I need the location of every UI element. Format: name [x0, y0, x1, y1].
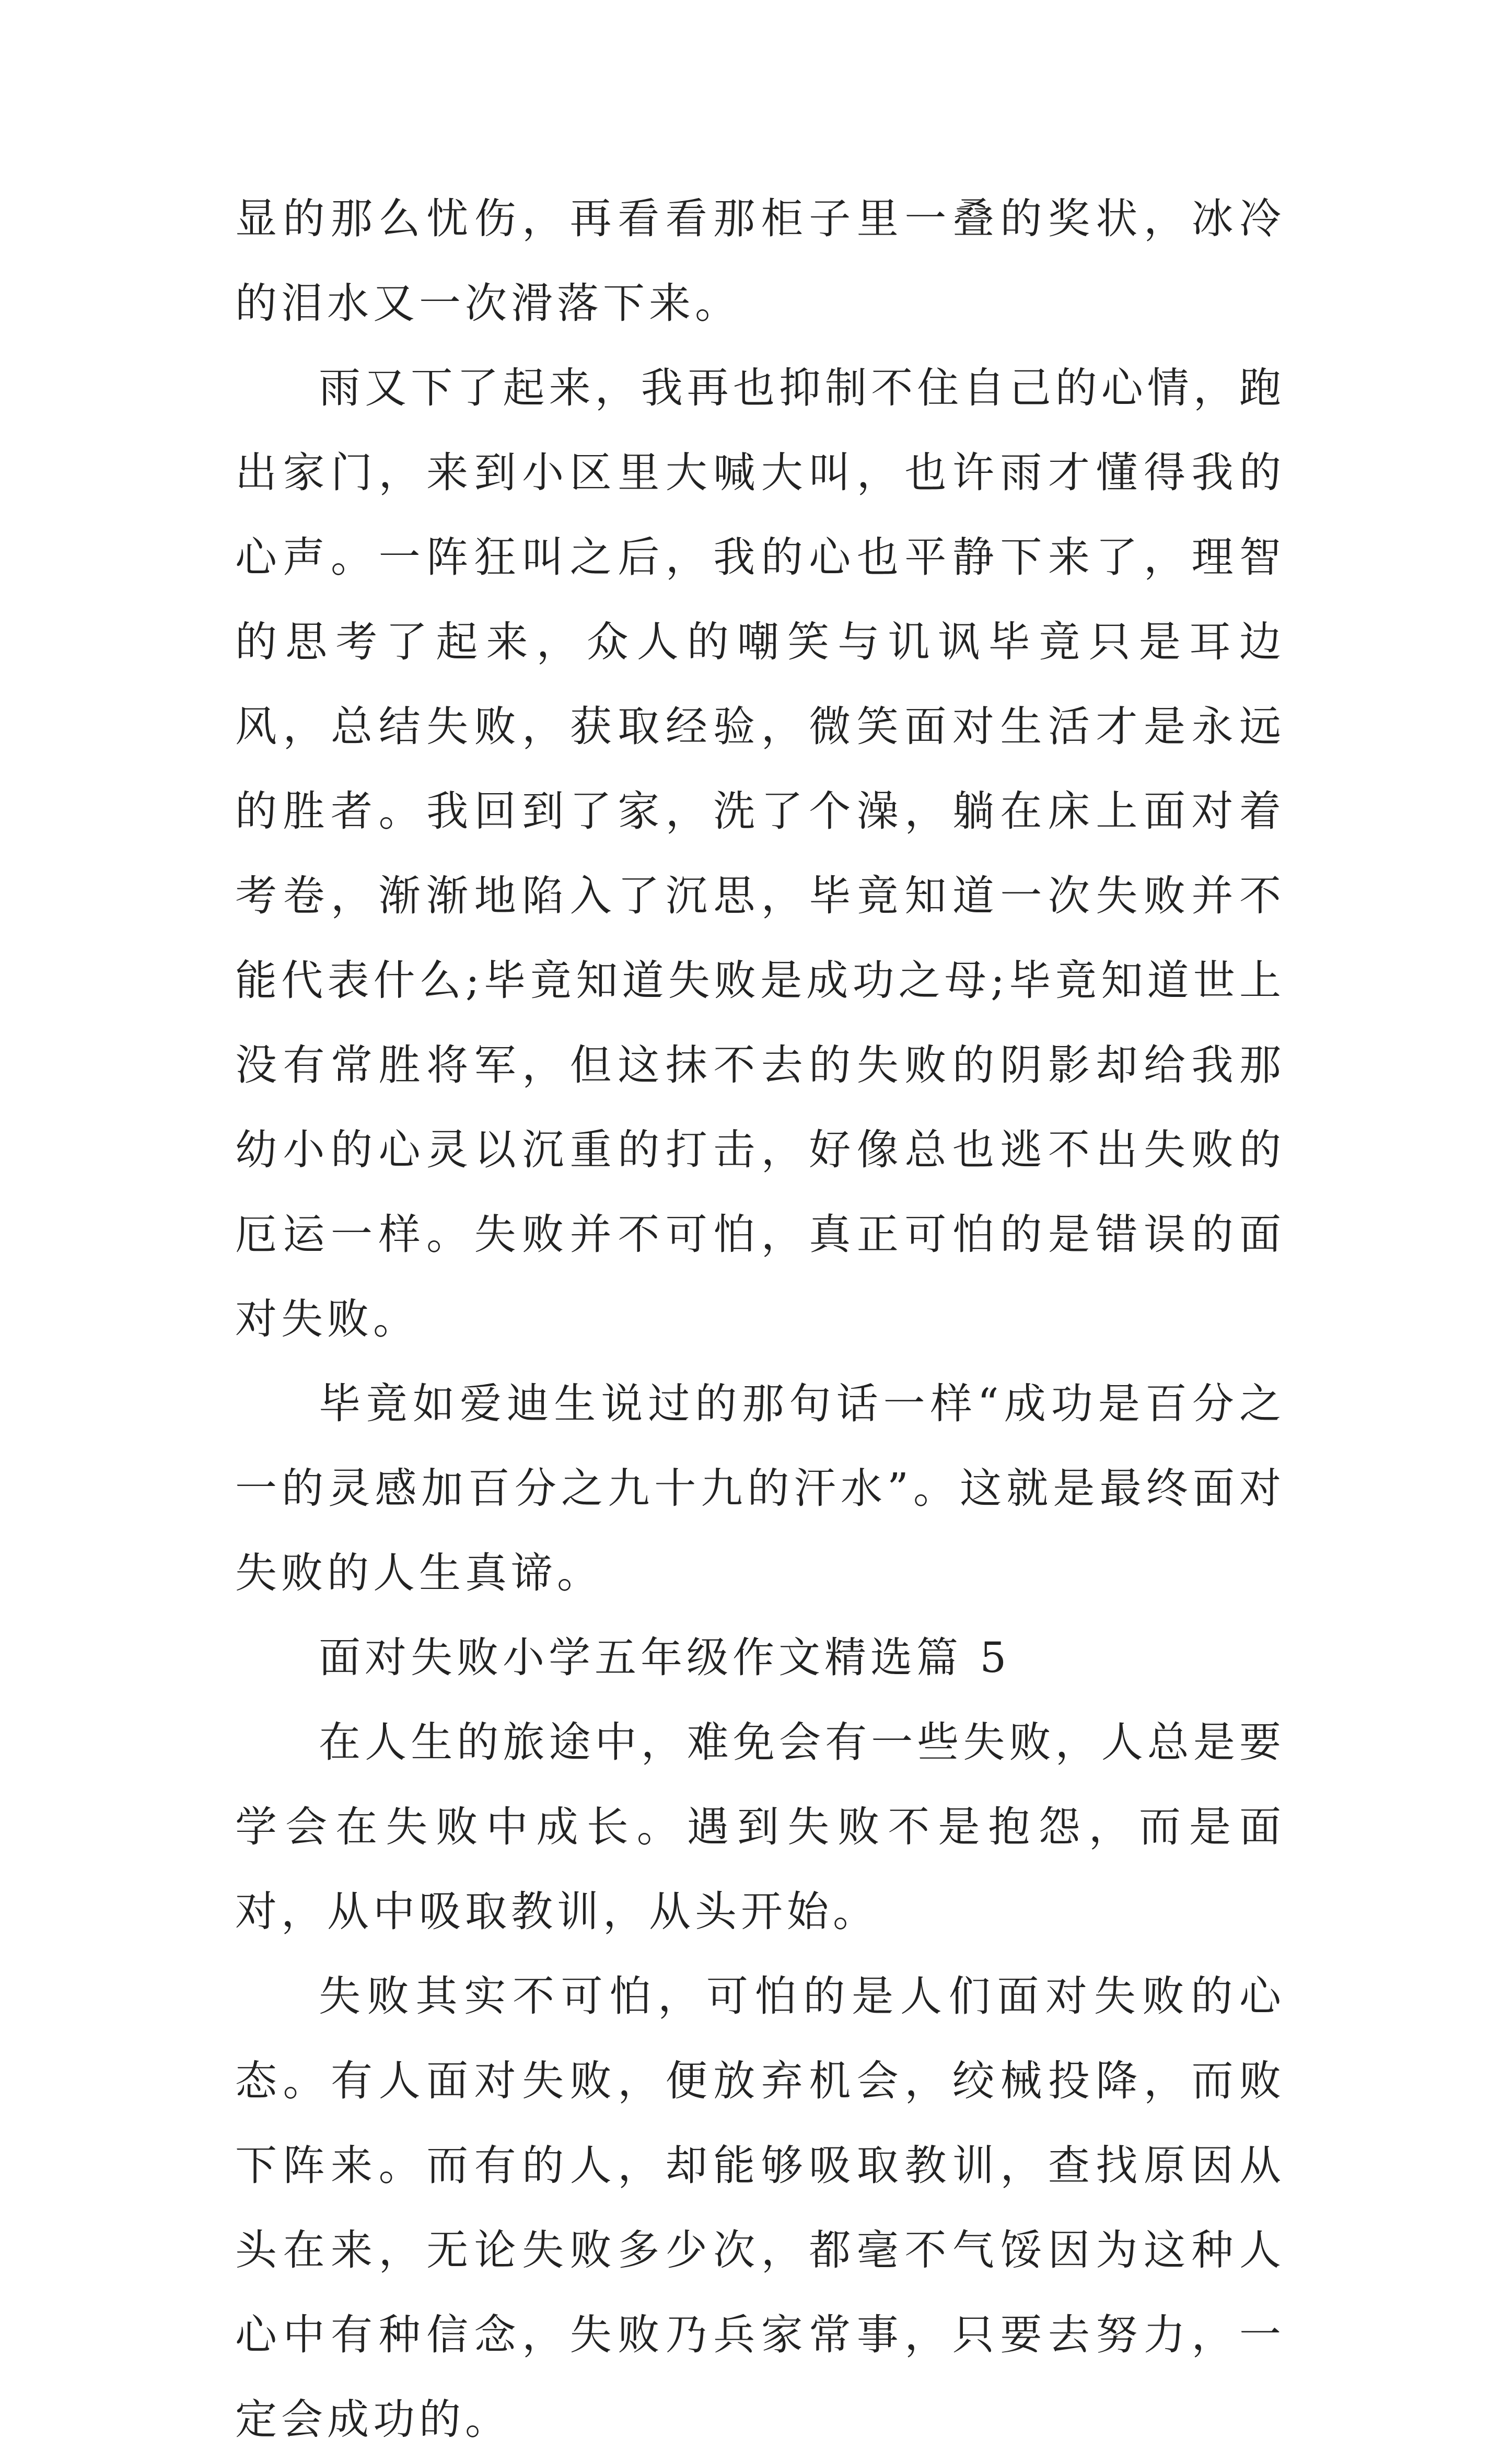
section-title: 面对失败小学五年级作文精选篇 5: [319, 1633, 1011, 1682]
document-body: [235, 177, 1285, 2462]
paragraph-life-journey: 在人生的旅途中，难免会有一些失败，人总是要学会在失败中成长。遇到失败不是抱怨，而是面对，从中吸取教训，从头开始。: [235, 1718, 1285, 1936]
paragraph-attitude: 失败其实不可怕，可怕的是人们面对失败的心态。有人面对失败，便放弃机会，绞械投降，而败下阵来。而有的人，却能够吸取教训，查找原因从头在来，无论失败多少次，都毫不气馁因为这种人心中有种信念，失败乃兵家常事，只要去努力，一定会成功的。: [235, 1972, 1285, 2444]
paragraph-continuation: 显的那么忧伤，再看看那柜子里一叠的奖状，冰冷的泪水又一次滑落下来。: [235, 194, 1285, 328]
paragraph-edison-quote: 毕竟如爱迪生说过的那句话一样“成功是百分之一的灵感加百分之九十九的汗水”。这就是最终面对失败的人生真谛。: [235, 1379, 1285, 1597]
paragraph-rain-reflection: 雨又下了起来，我再也抑制不住自己的心情，跑出家门，来到小区里大喊大叫，也许雨才懂得我的心声。一阵狂叫之后，我的心也平静下来了，理智的思考了起来，众人的嘲笑与讥讽毕竟只是耳边风，总结失败，获取经验，微笑面对生活才是永远的胜者。我回到了家，洗了个澡，躺在床上面对着考卷，渐渐地陷入了沉思，毕竟知道一次失败并不能代表什么;毕竟知道失败是成功之母;毕竟知道世上没有常胜将军，但这抹不去的失败的阴影却给我那幼小的心灵以沉重的打击，好像总也逃不出失败的厄运一样。失败并不可怕，真正可怕的是错误的面对失败。: [235, 364, 1285, 1343]
